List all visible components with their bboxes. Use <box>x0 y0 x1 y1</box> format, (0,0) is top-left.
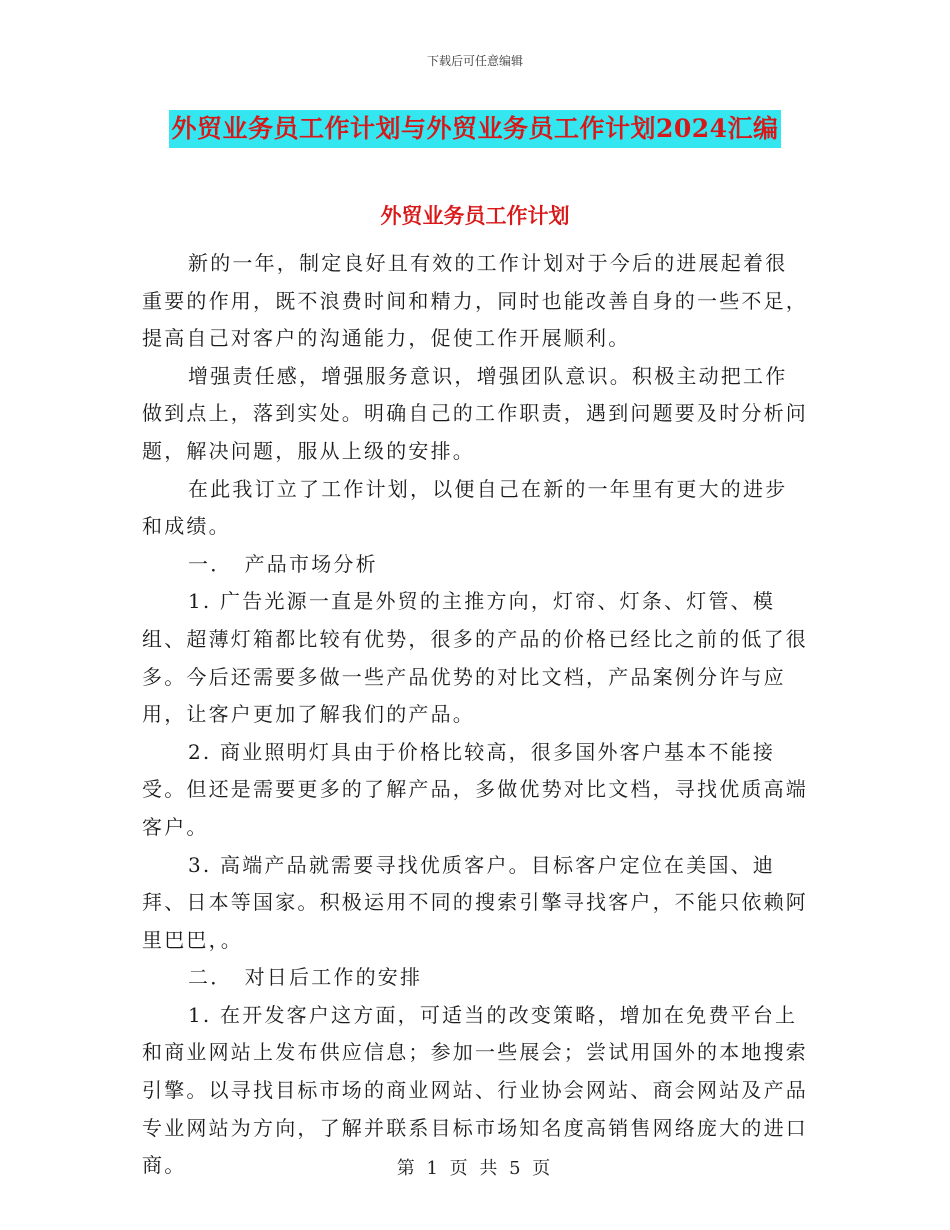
paragraph-item-3: 3. 高端产品就需要寻找优质客户。目标客户定位在美国、迪拜、日本等国家。积极运用不同的搜索引擎寻找客户，不能只依赖阿里巴巴，。 <box>142 852 808 952</box>
page-header-note: 下载后可任意编辑 <box>426 54 523 68</box>
paragraph-future-item-1: 1. 在开发客户这方面，可适当的改变策略，增加在免费平台上和商业网站上发布供应信息；参加一些展会；尝试用国外的本地搜索引擎。以寻找目标市场的商业网站、行业协会网站、商会网站及产品专业网站为方向，了解并联系目标市场知名度高销售网络庞大的进口商。 <box>142 1002 808 1178</box>
paragraph-item-1: 1. 广告光源一直是外贸的主推方向，灯帘、灯条、灯管、模组、超薄灯箱都比较有优势，很多的产品的价格已经比之前的低了很多。今后还需要多做一些产品优势的对比文档，产品案例分许与应用，让客户更加了解我们的产品。 <box>142 589 808 727</box>
heading-future-work: 二． 对日后工作的安排 <box>188 965 423 990</box>
document-title: 外贸业务员工作计划与外贸业务员工作计划2024汇编 <box>169 110 780 148</box>
page-number: 第 1 页 共 5 页 <box>396 1158 554 1179</box>
paragraph-item-2: 2. 商业照明灯具由于价格比较高，很多国外客户基本不能接受。但还是需要更多的了解产品，多做优势对比文档，寻找优质高端客户。 <box>142 739 808 839</box>
section-title: 外贸业务员工作计划 <box>380 203 570 228</box>
paragraph-intro: 新的一年，制定良好且有效的工作计划对于今后的进展起着很重要的作用，既不浪费时间和精力，同时也能改善自身的一些不足，提高自己对客户的沟通能力，促使工作开展顺利。 <box>142 251 808 351</box>
paragraph-responsibility: 增强责任感，增强服务意识，增强团队意识。积极主动把工作做到点上，落到实处。明确自己的工作职责，遇到问题要及时分析问题，解决问题，服从上级的安排。 <box>142 363 808 463</box>
heading-market-analysis: 一． 产品市场分析 <box>188 551 378 576</box>
document-title-block <box>0 110 950 148</box>
paragraph-plan-statement: 在此我订立了工作计划，以便自己在新的一年里有更大的进步和成绩。 <box>142 476 788 539</box>
document-body <box>142 245 808 1185</box>
